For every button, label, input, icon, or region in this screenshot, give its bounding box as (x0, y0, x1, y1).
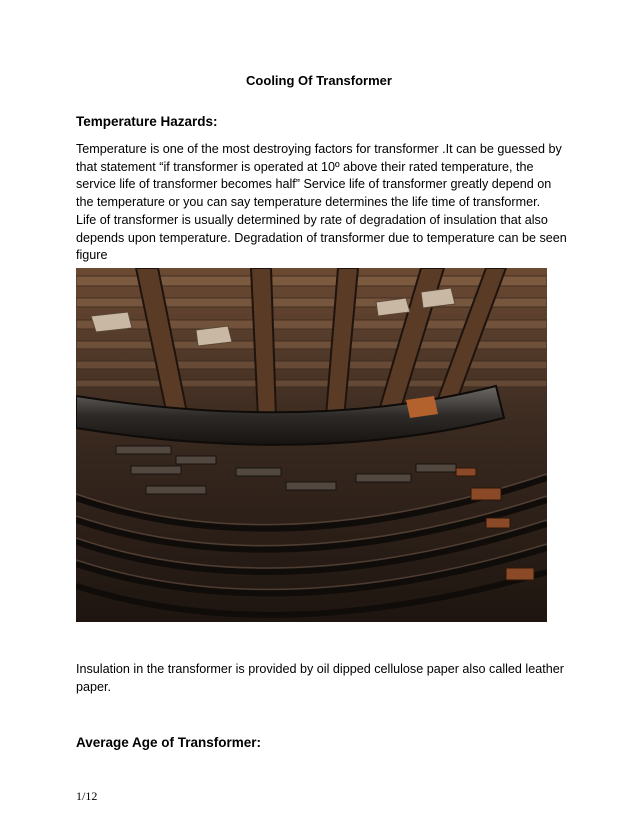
page-title: Cooling Of Transformer (246, 73, 392, 88)
page-number: 1/12 (76, 789, 98, 803)
transformer-winding-photo-icon (76, 268, 547, 622)
section-heading-temperature-hazards: Temperature Hazards: (76, 114, 218, 129)
paragraph-line: Life of transformer is usually determined by rate of degradation of insulation that also (76, 212, 548, 227)
transformer-damage-figure (76, 268, 547, 622)
caption-line: paper. (76, 679, 112, 694)
section-heading-average-age: Average Age of Transformer: (76, 735, 262, 750)
caption-line: Insulation in the transformer is provided by oil dipped cellulose paper also called leather (76, 662, 564, 676)
paragraph-line: service life of transformer becomes half” Service life of transformer greatly depend on (76, 177, 552, 192)
paragraph-line: that statement “if transformer is operated at 10º above their rated temperature, the (76, 159, 534, 174)
paragraph-line: Temperature is one of the most destroying factors for transformer .It can be guessed by (76, 142, 562, 156)
paragraph-line: the temperature or you can say temperature determines the life time of transformer. (76, 195, 541, 210)
paragraph-line: figure (76, 248, 108, 263)
insulation-caption (76, 661, 566, 696)
paragraph-line: depends upon temperature. Degradation of transformer due to temperature can be seen (76, 230, 567, 245)
temperature-hazards-paragraph (76, 141, 566, 265)
